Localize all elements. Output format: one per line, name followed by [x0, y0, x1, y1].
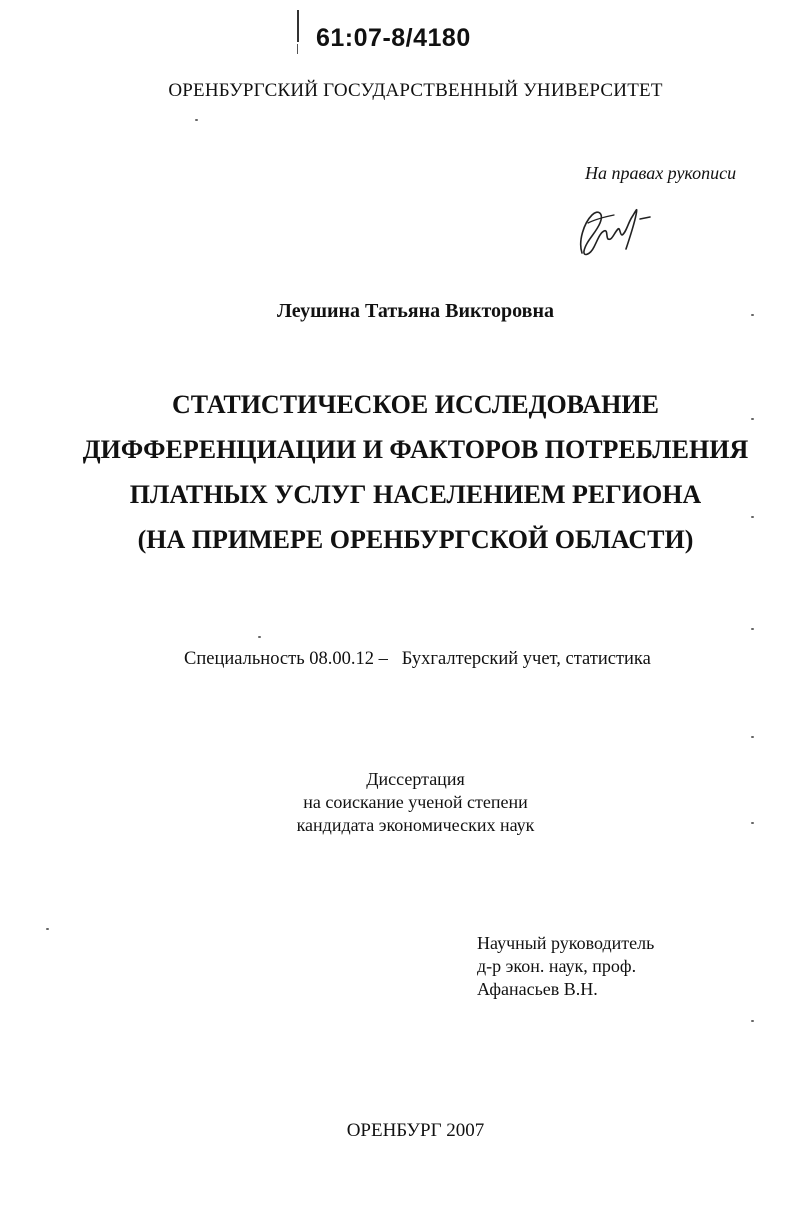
author-name: Леушина Татьяна Викторовна — [276, 300, 555, 322]
degree-line: Диссертация — [366, 769, 465, 789]
scan-speck — [751, 314, 754, 316]
dissertation-title — [0, 382, 797, 562]
scan-speck — [195, 119, 198, 121]
degree-line: кандидата экономических наук — [296, 815, 535, 835]
title-line: СТАТИСТИЧЕСКОЕ ИССЛЕДОВАНИЕ — [172, 390, 659, 419]
title-line: (НА ПРИМЕРЕ ОРЕНБУРГСКОЙ ОБЛАСТИ) — [137, 525, 694, 554]
specialty-line: Специальность 08.00.12 – Бухгалтерский учет, статистика — [184, 649, 651, 669]
supervisor-line: д-р экон. наук, проф. — [477, 956, 637, 976]
stamp-mark — [297, 10, 299, 42]
scan-speck — [751, 628, 754, 630]
scan-speck — [751, 736, 754, 738]
manuscript-rights-note: На правах рукописи — [585, 163, 737, 183]
city-and-year: ОРЕНБУРГ 2007 — [346, 1120, 485, 1141]
scan-speck — [46, 928, 49, 930]
scan-speck — [751, 516, 754, 518]
scan-speck — [258, 636, 261, 638]
title-line: ПЛАТНЫХ УСЛУГ НАСЕЛЕНИЕМ РЕГИОНА — [129, 480, 702, 509]
supervisor-line: Афанасьев В.Н. — [477, 979, 598, 999]
scan-speck — [751, 1020, 754, 1022]
title-line: ДИФФЕРЕНЦИАЦИИ И ФАКТОРОВ ПОТРЕБЛЕНИЯ — [82, 435, 749, 464]
supervisor-line: Научный руководитель — [477, 933, 655, 953]
scan-speck — [751, 418, 754, 420]
signature-icon — [574, 193, 674, 265]
catalog-number: 61:07-8/4180 — [316, 24, 471, 52]
scan-speck — [751, 822, 754, 824]
degree-statement — [0, 768, 797, 837]
degree-line: на соискание ученой степени — [303, 792, 528, 812]
scientific-supervisor — [477, 932, 654, 1001]
university-name: ОРЕНБУРГСКИЙ ГОСУДАРСТВЕННЫЙ УНИВЕРСИТЕТ — [168, 80, 663, 101]
stamp-mark-tick — [297, 44, 298, 54]
